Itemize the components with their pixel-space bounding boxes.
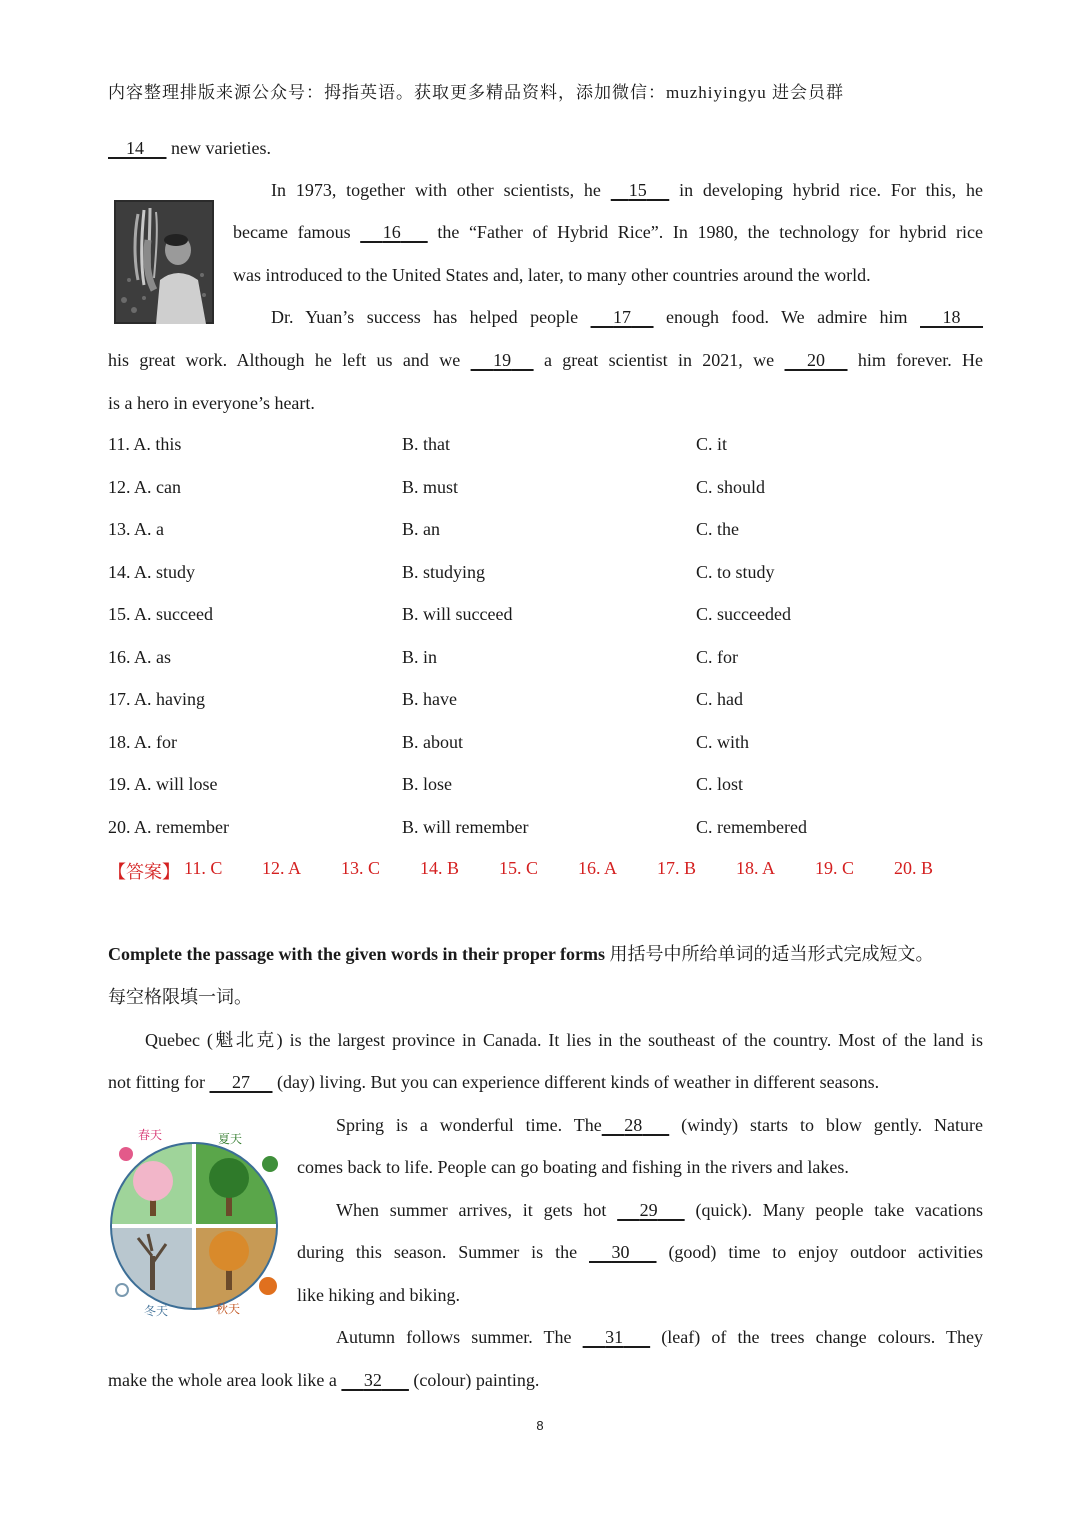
option-row-16 bbox=[108, 647, 988, 669]
option-b[interactable]: B. lose bbox=[402, 774, 453, 794]
season-label-summer: 夏天 bbox=[218, 1132, 243, 1146]
blank-32[interactable]: 32 bbox=[363, 1370, 382, 1390]
option-b[interactable]: B. must bbox=[402, 477, 459, 497]
option-b[interactable]: B. an bbox=[402, 519, 440, 539]
option-a[interactable]: 18. A. for bbox=[108, 732, 177, 752]
option-c[interactable]: C. it bbox=[696, 434, 728, 454]
option-b[interactable]: B. will remember bbox=[402, 817, 529, 837]
answer-item: 18. A bbox=[736, 858, 776, 878]
blank-19[interactable]: 19 bbox=[493, 350, 512, 370]
passage-line: 14 new varieties. bbox=[108, 137, 271, 159]
season-label-winter: 冬天 bbox=[144, 1304, 169, 1318]
option-a[interactable]: 13. A. a bbox=[108, 519, 164, 539]
section-instruction: Complete the passage with the given words in their proper forms 用括号中所给单词的适当形式完成短文。 bbox=[108, 944, 934, 964]
blank-14[interactable]: 14 bbox=[126, 138, 144, 158]
option-a[interactable]: 17. A. having bbox=[108, 689, 205, 709]
option-a[interactable]: 16. A. as bbox=[108, 647, 171, 667]
section-instruction-2: 每空格限填一词。 bbox=[108, 987, 252, 1007]
option-row-18 bbox=[108, 732, 988, 754]
passage-line: comes back to life. People can go boating and fishing in the rivers and lakes. bbox=[297, 1157, 849, 1177]
option-c[interactable]: C. for bbox=[696, 647, 738, 667]
option-c[interactable]: C. succeeded bbox=[696, 604, 791, 624]
option-row-17 bbox=[108, 689, 988, 711]
season-label-spring: 春天 bbox=[138, 1128, 163, 1142]
answer-item: 11. C bbox=[184, 858, 223, 878]
option-row-20 bbox=[108, 817, 988, 839]
answer-item: 13. C bbox=[341, 858, 381, 878]
option-b[interactable]: B. about bbox=[402, 732, 463, 752]
passage-line: was introduced to the United States and, later, to many other countries around the world. bbox=[233, 265, 871, 285]
seasons-wheel bbox=[108, 1126, 284, 1318]
option-c[interactable]: C. lost bbox=[696, 774, 744, 794]
option-c[interactable]: C. with bbox=[696, 732, 750, 752]
blank-28[interactable]: 28 bbox=[624, 1115, 643, 1135]
answer-item: 12. A bbox=[262, 858, 302, 878]
option-row-15 bbox=[108, 604, 988, 626]
passage-line: his great work. Although he left us and we 19 a great scientist in 2021, we 20 him forever. He bbox=[108, 350, 984, 370]
option-row-12 bbox=[108, 477, 988, 499]
option-a[interactable]: 20. A. remember bbox=[108, 817, 229, 837]
passage-line: When summer arrives, it gets hot 29 (quick). Many people take vacations bbox=[336, 1200, 984, 1220]
option-c[interactable]: C. had bbox=[696, 689, 743, 709]
option-b[interactable]: B. have bbox=[402, 689, 457, 709]
option-b[interactable]: B. that bbox=[402, 434, 450, 454]
page-header: 内容整理排版来源公众号：拇指英语。获取更多精品资料，添加微信：muzhiyingyu 进会员群 bbox=[108, 83, 844, 102]
blank-29[interactable]: 29 bbox=[639, 1200, 658, 1220]
passage-line: make the whole area look like a 32 (colour) painting. bbox=[108, 1370, 540, 1390]
passage-line: during this season. Summer is the 30 (good) time to enjoy outdoor activities bbox=[297, 1242, 983, 1262]
option-a[interactable]: 15. A. succeed bbox=[108, 604, 213, 624]
answer-item: 14. B bbox=[420, 858, 460, 878]
blank-18[interactable]: 18 bbox=[942, 307, 961, 327]
passage-line: Spring is a wonderful time. The 28 (windy) starts to blow gently. Nature bbox=[336, 1115, 984, 1135]
passage-line: Quebec (魁北克) is the largest province in Canada. It lies in the southeast of the country. Most of the land is bbox=[145, 1030, 983, 1050]
option-row-13 bbox=[108, 519, 988, 541]
answer-item: 20. B bbox=[894, 858, 934, 878]
option-b[interactable]: B. studying bbox=[402, 562, 486, 582]
option-c[interactable]: C. remembered bbox=[696, 817, 807, 837]
option-a[interactable]: 11. A. this bbox=[108, 434, 182, 454]
option-a[interactable]: 14. A. study bbox=[108, 562, 196, 582]
option-c[interactable]: C. to study bbox=[696, 562, 775, 582]
option-row-11 bbox=[108, 434, 988, 456]
option-b[interactable]: B. will succeed bbox=[402, 604, 513, 624]
answer-item: 19. C bbox=[815, 858, 855, 878]
blank-15[interactable]: 15 bbox=[628, 180, 647, 200]
blank-20[interactable]: 20 bbox=[807, 350, 826, 370]
option-b[interactable]: B. in bbox=[402, 647, 438, 667]
answer-item: 16. A bbox=[578, 858, 618, 878]
passage-line: became famous 16 the “Father of Hybrid Rice”. In 1980, the technology for hybrid rice bbox=[233, 222, 984, 242]
blank-30[interactable]: 30 bbox=[611, 1242, 630, 1262]
passage-line: Autumn follows summer. The 31 (leaf) of the trees change colours. They bbox=[336, 1327, 984, 1347]
answer-item: 15. C bbox=[499, 858, 539, 878]
option-c[interactable]: C. should bbox=[696, 477, 766, 497]
passage-line: Dr. Yuan’s success has helped people 17 enough food. We admire him 18 bbox=[271, 306, 983, 328]
blank-31[interactable]: 31 bbox=[605, 1327, 624, 1347]
answer-item: 17. B bbox=[657, 858, 697, 878]
blank-27[interactable]: 27 bbox=[232, 1072, 250, 1092]
blank-16[interactable]: 16 bbox=[382, 222, 401, 242]
passage-line: is a hero in everyone’s heart. bbox=[108, 393, 315, 413]
option-a[interactable]: 19. A. will lose bbox=[108, 774, 218, 794]
option-row-19 bbox=[108, 774, 988, 796]
season-label-autumn: 秋天 bbox=[216, 1302, 241, 1316]
option-row-14 bbox=[108, 562, 988, 584]
passage-line: like hiking and biking. bbox=[297, 1285, 460, 1305]
page-number: 8 bbox=[536, 1418, 544, 1433]
answer-label: 【答案】 bbox=[108, 862, 180, 882]
passage-line: not fitting for 27 (day) living. But you can experience different kinds of weather in different seasons. bbox=[108, 1072, 880, 1092]
passage-line: In 1973, together with other scientists, he 15 in developing hybrid rice. For this, he bbox=[271, 180, 983, 200]
option-c[interactable]: C. the bbox=[696, 519, 739, 539]
option-a[interactable]: 12. A. can bbox=[108, 477, 181, 497]
blank-17[interactable]: 17 bbox=[613, 307, 632, 327]
yuan-photo bbox=[114, 200, 214, 324]
